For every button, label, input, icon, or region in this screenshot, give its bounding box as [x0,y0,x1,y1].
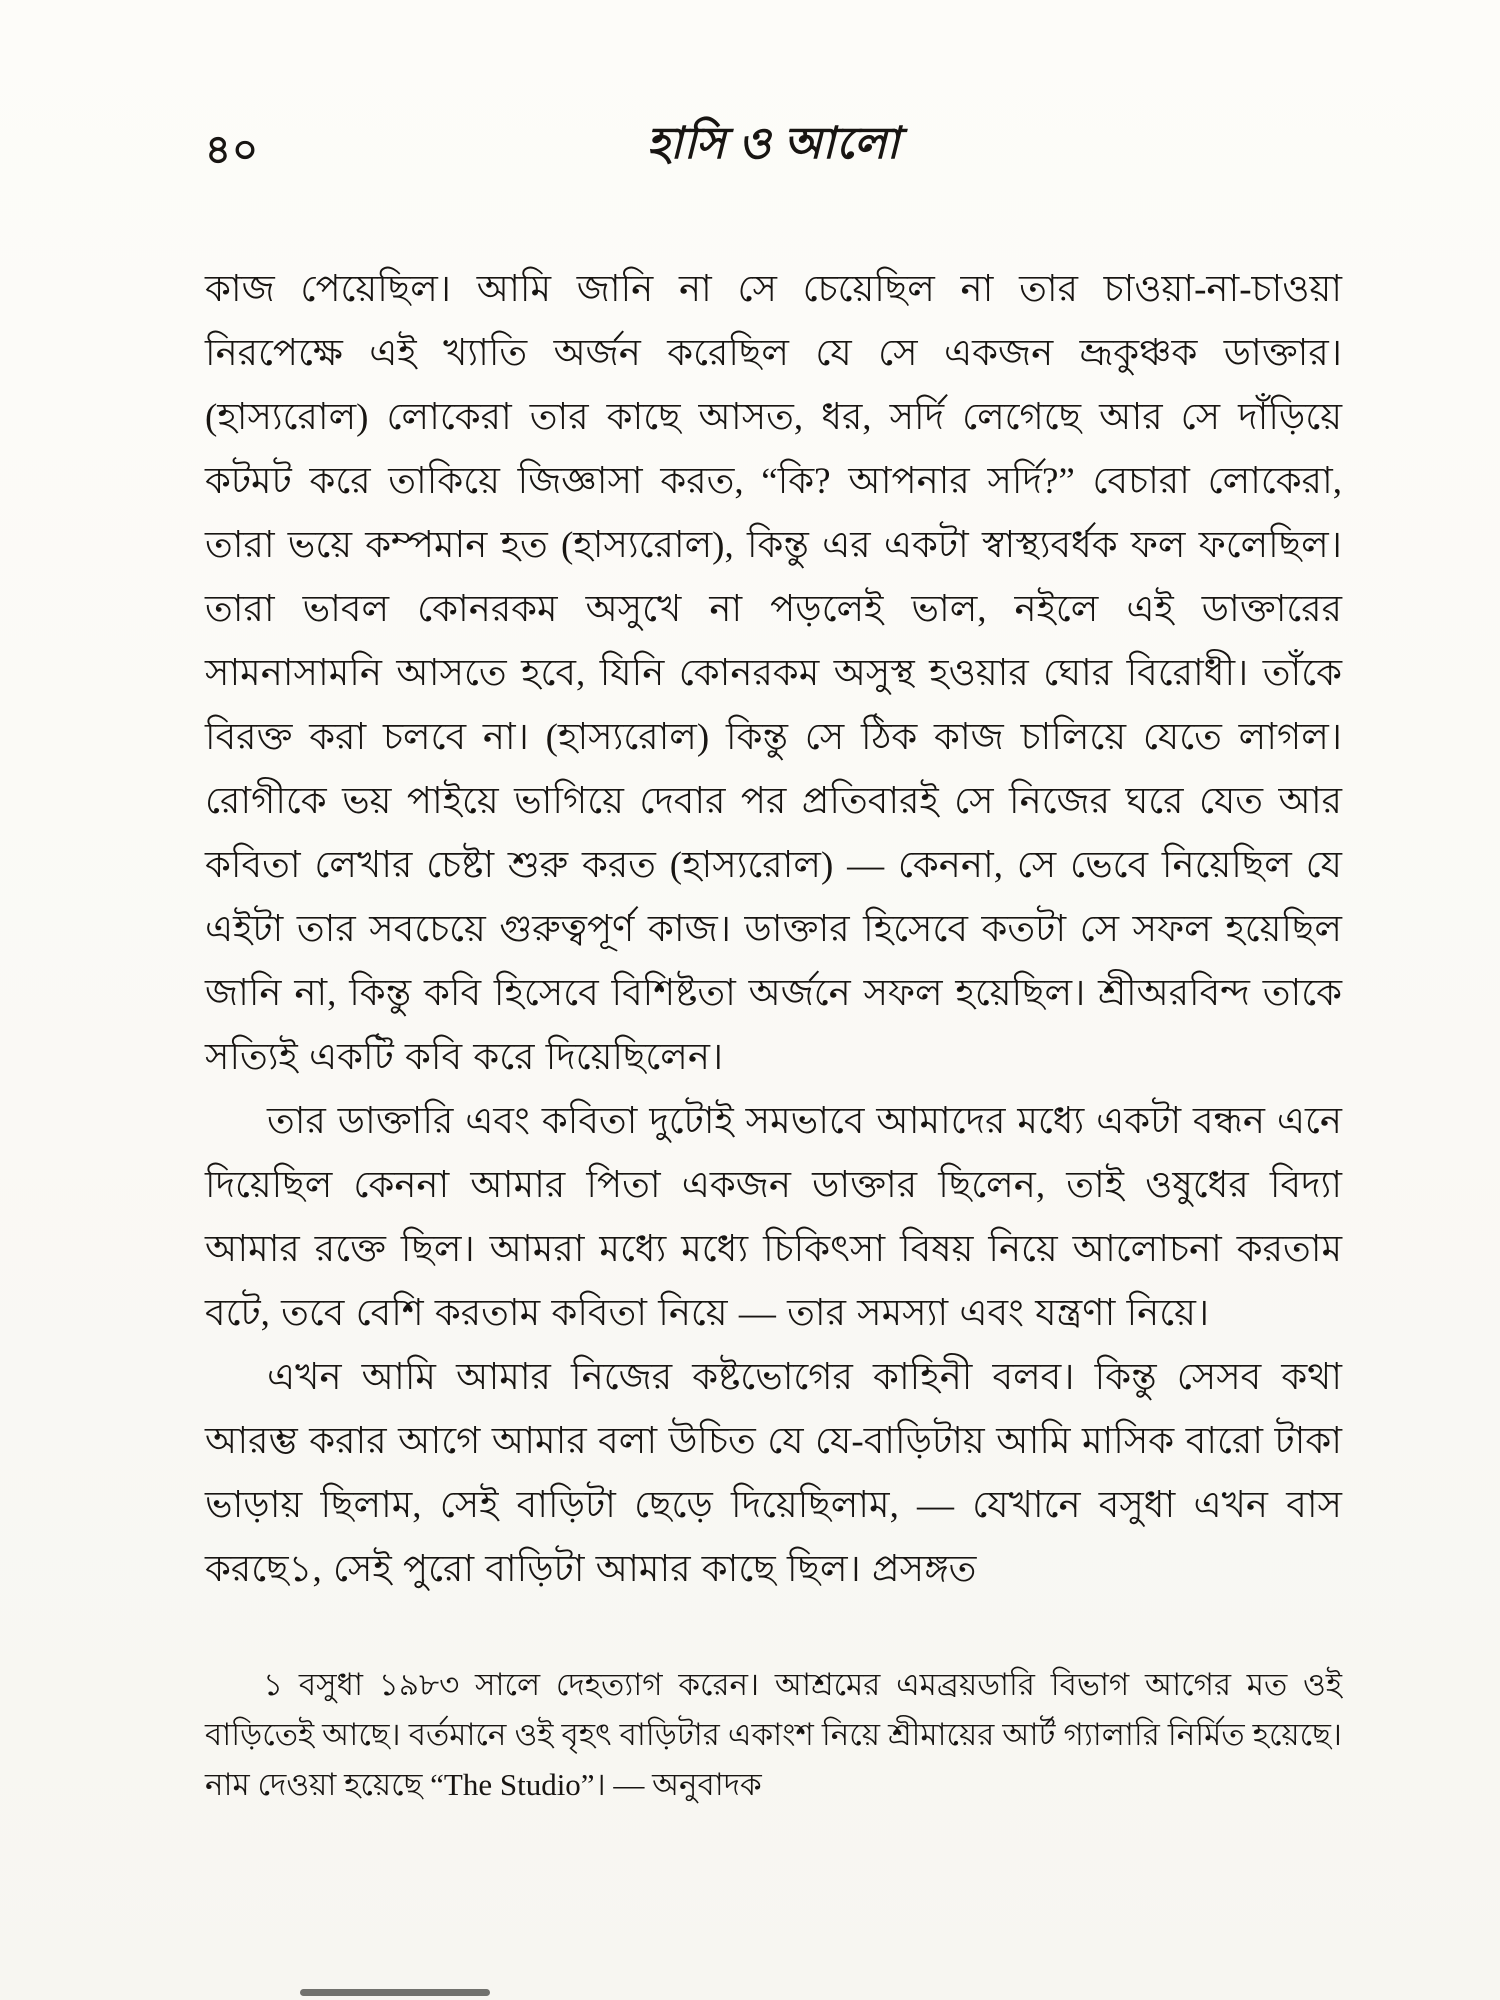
paragraph-1: কাজ পেয়েছিল। আমি জানি না সে চেয়েছিল না তার চাওয়া-না-চাওয়া নিরপেক্ষে এই খ্যাতি অর্জন করেছিল যে সে একজন ভ্রূকুঞ্চক ডাক্তার। (হাস্যরোল) লোকেরা তার কাছে আসত, ধর, সর্দি লেগেছে আর সে দাঁড়িয়ে কটমট করে তাকিয়ে জিজ্ঞাসা করত, “কি? আপনার সর্দি?” বেচারা লোকেরা, তারা ভয়ে কম্পমান হত (হাস্যরোল), কিন্তু এর একটা স্বাস্থ্যবর্ধক ফল ফলেছিল। তারা ভাবল কোনরকম অসুখে না পড়লেই ভাল, নইলে এই ডাক্তারের সামনাসামনি আসতে হবে, যিনি কোনরকম অসুস্থ হওয়ার ঘোর বিরোধী। তাঁকে বিরক্ত করা চলবে না। (হাস্যরোল) কিন্তু সে ঠিক কাজ চালিয়ে যেতে লাগল। রোগীকে ভয় পাইয়ে ভাগিয়ে দেবার পর প্রতিবারই সে নিজের ঘরে যেত আর কবিতা লেখার চেষ্টা শুরু করত (হাস্যরোল) — কেননা, সে ভেবে নিয়েছিল যে এইটা তার সবচেয়ে গুরুত্বপূর্ণ কাজ। ডাক্তার হিসেবে কতটা সে সফল হয়েছিল জানি না, কিন্তু কবি হিসেবে বিশিষ্টতা অর্জনে সফল হয়েছিল। শ্রীঅরবিন্দ তাকে সত্যিই একটি কবি করে দিয়েছিলেন। [205,269,1342,1078]
footnote [205,1660,1342,1810]
footnote-text: ১ বসুধা ১৯৮৩ সালে দেহত্যাগ করেন। আশ্রমের এমব্রয়ডারি বিভাগ আগের মত ওই বাড়িতেই আছে। বর্তমানে ওই বৃহৎ বাড়িটার একাংশ নিয়ে শ্রীমায়ের আর্ট গ্যালারি নির্মিত হয়েছে। নাম দেওয়া হয়েছে “The Studio”। — অনুবাদক [205,1667,1342,1802]
body-text [205,258,1342,1602]
paragraph-3: এখন আমি আমার নিজের কষ্টভোগের কাহিনী বলব। কিন্তু সেসব কথা আরম্ভ করার আগে আমার বলা উচিত যে যে-বাড়িটায় আমি মাসিক বারো টাকা ভাড়ায় ছিলাম, সেই বাড়িটা ছেড়ে দিয়েছিলাম, — যেখানে বসুধা এখন বাস করছে১, সেই পুরো বাড়িটা আমার কাছে ছিল। প্রসঙ্গত [205,1357,1342,1590]
scan-artifact [300,1989,490,1996]
page-number: ৪০ [205,127,259,172]
paragraph-2: তার ডাক্তারি এবং কবিতা দুটোই সমভাবে আমাদের মধ্যে একটা বন্ধন এনে দিয়েছিল কেননা আমার পিতা একজন ডাক্তার ছিলেন, তাই ওষুধের বিদ্যা আমার রক্তে ছিল। আমরা মধ্যে মধ্যে চিকিৎসা বিষয় নিয়ে আলোচনা করতাম বটে, তবে বেশি করতাম কবিতা নিয়ে — তার সমস্যা এবং যন্ত্রণা নিয়ে। [205,1101,1342,1334]
page-content [205,110,1342,1810]
page-title: হাসি ও আলো [646,119,901,168]
page-header [205,110,1342,180]
